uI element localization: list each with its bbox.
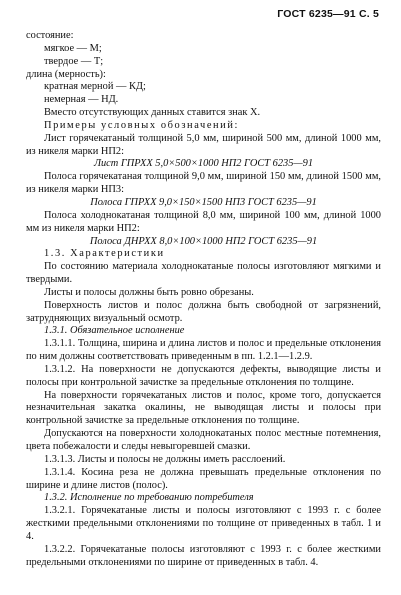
subsection-heading: 1.3.1. Обязательное исполнение (44, 325, 185, 337)
text-line: состояние: (26, 30, 74, 41)
text-line: Поверхность листов и полос должна быть свободной от загрязнений, затрудняющих визуальный осмотр. (26, 299, 381, 324)
text-line: кратная мерной — КД; (44, 81, 146, 93)
text-line: 1.3.1.4. Косина реза не должна превышать предельные отклонения по ширине и длине листов (полос). (26, 466, 381, 491)
designation-example: Полоса ГПРХХ 9,0×150×1500 НП3 ГОСТ 6235—91 (90, 196, 317, 208)
text-line: мягкое — М; (44, 42, 102, 54)
text-line: 1.3.2.2. Горячекатаные полосы изготовляют с 1993 г. с более жесткими предельными отклонениями по ширине от приведенных в табл. 4. (26, 543, 381, 568)
designation-example: Лист ГПРХХ 5,0×500×1000 НП2 ГОСТ 6235—91 (93, 158, 314, 170)
text-line: Допускаются на поверхности холоднокатаных полос местные потемнения, цвета побежалости и следы невыгоревшей смазки. (26, 428, 381, 452)
text-line: Листы и полосы должны быть ровно обрезаны. (44, 286, 254, 298)
text-line: По состоянию материала холоднокатаные полосы изготовляют мягкими и твердыми. (26, 261, 381, 286)
text-line: 1.3.1.2. На поверхности не допускаются дефекты, выводящие листы и полосы при контрольной зачистке за предельные отклонения по толщине. (26, 363, 381, 388)
text-line: Полоса горячекатаная толщиной 9,0 мм, шириной 150 мм, длиной 1500 мм, из никеля марки НП3: (26, 171, 381, 196)
subsection-heading: 1.3.2. Исполнение по требованию потребителя (44, 492, 254, 504)
page-header: ГОСТ 6235—91 С. 5 (277, 8, 379, 20)
text-line: 1.3.1.3. Листы и полосы не должны иметь расслоений. (44, 453, 286, 465)
text-line: немерная — НД. (44, 94, 119, 106)
page-content (26, 30, 381, 569)
designation-example: Полоса ДНРХХ 8,0×100×1000 НП2 ГОСТ 6235—91 (89, 235, 318, 247)
text-line: длина (мерность): (26, 68, 106, 80)
section-heading: 1.3. Характеристики (44, 248, 165, 260)
text-line: На поверхности горячекатаных листов и полос, кроме того, допускается незначительная закатка окалины, не выводящая листы и полосы при контрольной зачистке за предельные отклонения по толщине. (26, 389, 381, 427)
text-line: Полоса холоднокатаная толщиной 8,0 мм, шириной 100 мм, длиной 1000 мм из никеля марки НП2: (26, 209, 381, 234)
section-heading: Примеры условных обозначений: (44, 119, 239, 131)
text-line: 1.3.2.1. Горячекатаные листы и полосы изготовляют с 1993 г. с более жесткими предельными отклонениями по толщине от приведенных в табл. 1 и 4. (26, 505, 381, 542)
text-line: Вместо отсутствующих данных ставится знак Х. (44, 107, 261, 119)
text-line: твердое — Т; (44, 55, 104, 67)
text-line: 1.3.1.1. Толщина, ширина и длина листов и полос и предельные отклонения по ним должны соответствовать приведенным в пп. 1.2.1—1.2.9. (26, 338, 381, 363)
text-line: Лист горячекатаный толщиной 5,0 мм, шириной 500 мм, длиной 1000 мм, из никеля марки НП2: (26, 132, 381, 157)
